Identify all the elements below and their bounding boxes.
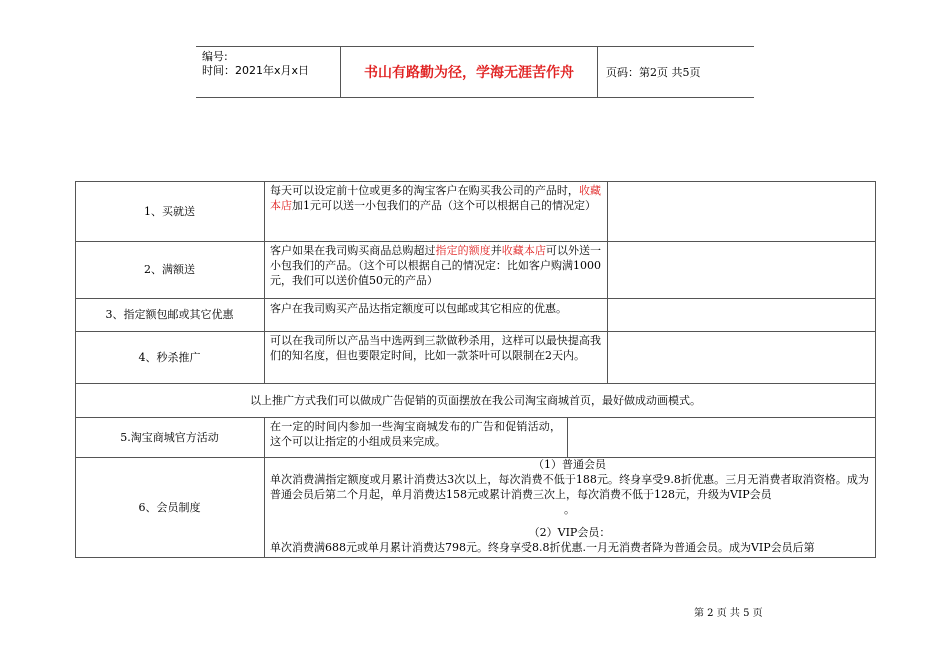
content-text: 并 bbox=[490, 244, 502, 257]
highlight-text: 收藏本店 bbox=[501, 244, 546, 257]
regular-member-end: 。 bbox=[564, 503, 575, 516]
highlight-text: 指定的额度 bbox=[435, 244, 491, 257]
page-footer: 第 2 页 共 5 页 bbox=[694, 608, 763, 619]
row-label-free-shipping: 3、指定额包邮或其它优惠 bbox=[105, 308, 234, 321]
row-content-membership bbox=[264, 457, 875, 557]
header-page-code: 页码：第2页 共5页 bbox=[606, 66, 701, 79]
table-border-line bbox=[875, 181, 876, 558]
summary-row: 以上推广方式我们可以做成广告促销的页面摆放在我公司淘宝商城首页，最好做成动画模式。 bbox=[250, 393, 701, 407]
vip-member-text: 单次消费满688元或单月累计消费达798元。终身享受8.8折优惠.一月无消费者降为普通会员。成为VIP会员后第 bbox=[270, 541, 815, 554]
row-content-official-activity: 在一定的时间内参加一些淘宝商城发布的广告和促销活动，这个可以让指定的小组成员来完成。 bbox=[270, 420, 561, 448]
row-label-buy-gift: 1、买就送 bbox=[144, 204, 195, 218]
highlight-text: 收藏本店 bbox=[270, 184, 602, 212]
regular-member-text: 单次消费满指定额度或月累计消费达3次以上，每次消费不低于188元。终身享受9.8折优惠。三月无消费者取消资格。成为普通会员后第二个月起，单月消费达158元或累计消费三次上，每次消费不低于128元，升级为VIP会员 bbox=[270, 473, 869, 501]
number-label: 编号: bbox=[202, 50, 228, 63]
header-info bbox=[196, 47, 340, 97]
row-content-buy-gift bbox=[264, 181, 607, 241]
row-label-full-amount-gift: 2、满额送 bbox=[144, 263, 195, 276]
table-border-line bbox=[75, 557, 876, 558]
row-label-official-activity: 5.淘宝商城官方活动 bbox=[120, 430, 219, 444]
table-border-line bbox=[607, 181, 608, 383]
content-text: 每天可以设定前十位或更多的淘宝客户在购买我公司的产品时， bbox=[270, 184, 579, 197]
promotion-table bbox=[75, 181, 876, 558]
table-border-line bbox=[567, 417, 568, 457]
row-content-flash-sale: 可以在我司所以产品当中选两到三款做秒杀用，这样可以最快提高我们的知名度，但也要限定时间，比如一款茶叶可以限制在2天内。 bbox=[270, 334, 601, 362]
row-content-full-amount-gift bbox=[264, 241, 607, 298]
header-motto: 书山有路勤为径，学海无涯苦作舟 bbox=[340, 47, 598, 97]
content-text: 客户如果在我司购买商品总购超过 bbox=[270, 244, 436, 257]
row-content-free-shipping: 客户在我司购买产品达指定额度可以包邮或其它相应的优惠。 bbox=[270, 302, 567, 315]
page-header bbox=[196, 46, 754, 98]
content-text: 可以外送一小包我们的产品。（这个可以根据自己的情况定：比如客户购满1000元，我们可以送价值50元的产品） bbox=[270, 244, 602, 287]
spacer bbox=[270, 517, 869, 525]
time-label: 时间：2021年x月x日 bbox=[202, 64, 310, 77]
vip-member-title: （2）VIP会员： bbox=[528, 526, 611, 539]
row-label-flash-sale: 4、秒杀推广 bbox=[138, 350, 201, 364]
content-text: 加1元可以送一小包我们的产品（这个可以根据自己的情况定） bbox=[292, 199, 596, 212]
row-label-membership: 6、会员制度 bbox=[138, 500, 201, 514]
regular-member-title: （1）普通会员 bbox=[533, 458, 606, 471]
